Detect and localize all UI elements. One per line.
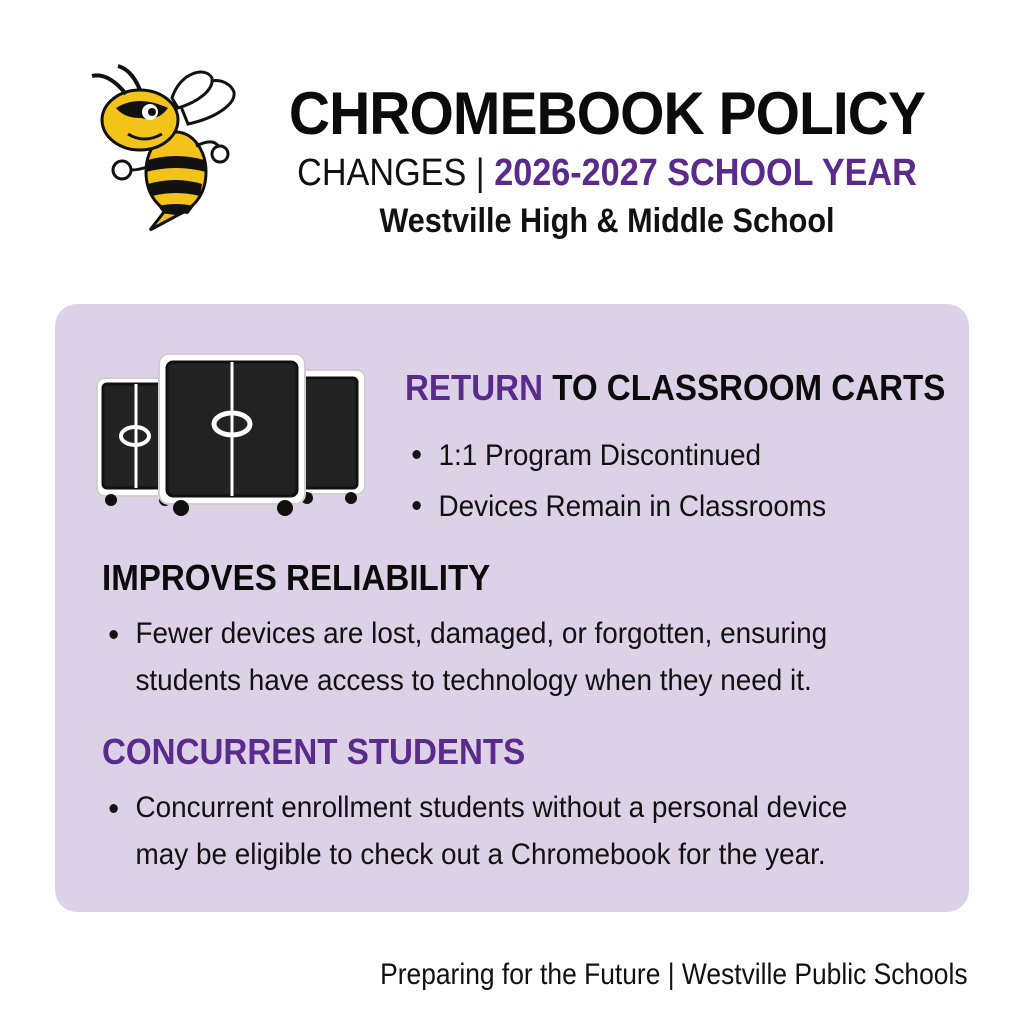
classroom-carts-icon: [95, 348, 370, 523]
header: [262, 80, 952, 240]
section-heading: [405, 367, 946, 408]
list-item: Devices Remain in Classrooms: [405, 481, 907, 532]
list-item: 1:1 Program Discontinued: [405, 430, 907, 481]
subtitle-changes: CHANGES: [297, 152, 467, 194]
info-panel: [55, 304, 969, 912]
section-concurrent-students: [102, 731, 942, 878]
hornet-mascot-icon: [88, 62, 238, 232]
heading-rest: TO CLASSROOM CARTS: [543, 367, 946, 408]
list-item: Concurrent enrollment students without a personal device may be eligible to check out a Chromebook for the year.: [102, 784, 883, 878]
page-title: CHROMEBOOK POLICY: [288, 80, 926, 147]
section-heading: IMPROVES RELIABILITY: [102, 557, 491, 598]
subtitle-separator: |: [475, 152, 485, 194]
subtitle-year: 2026-2027 SCHOOL YEAR: [494, 152, 917, 194]
footer: Preparing for the Future | Westville Public Schools: [380, 958, 968, 991]
section-heading: CONCURRENT STUDENTS: [102, 731, 526, 772]
bullet-list: [405, 430, 945, 532]
school-name: Westville High & Middle School: [379, 202, 835, 240]
bullet-list: [102, 784, 942, 878]
subtitle: [297, 154, 918, 192]
section-improves-reliability: [102, 557, 942, 704]
bullet-list: [102, 610, 942, 704]
list-item: Fewer devices are lost, damaged, or forgotten, ensuring students have access to technology when they need it.: [102, 610, 883, 704]
heading-accent: RETURN: [405, 367, 543, 408]
section-return-to-carts: [405, 367, 946, 532]
